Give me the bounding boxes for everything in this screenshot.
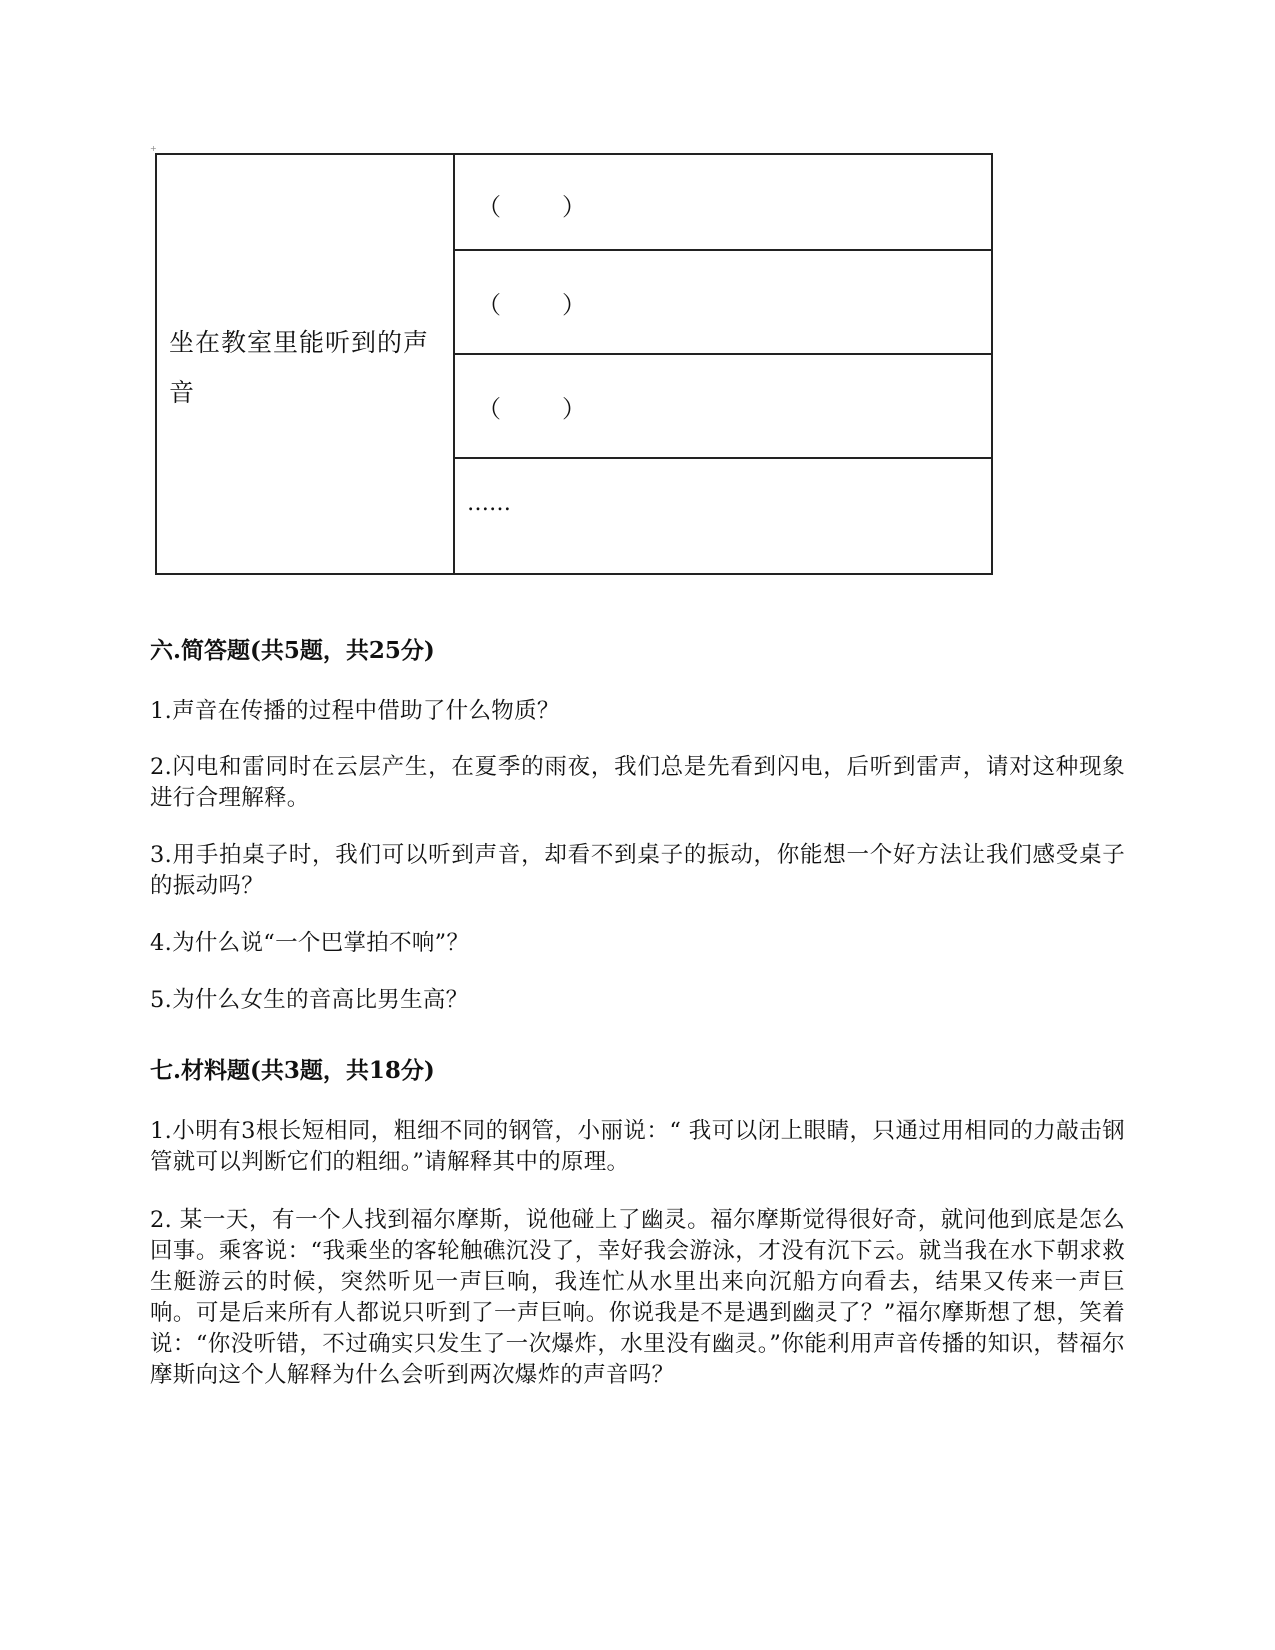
section-6-heading: 六.简答题(共5题，共25分)	[150, 637, 435, 664]
section-6-question-3: 3.用手拍桌子时，我们可以听到声音，却看不到桌子的振动，你能想一个好方法让我们感受桌子的振动吗？	[150, 842, 1125, 899]
answer-row-3[interactable]	[455, 355, 991, 459]
answer-row-2[interactable]	[455, 251, 991, 355]
answer-blank-3[interactable]: （ ）	[477, 395, 587, 423]
answer-row-more	[455, 459, 991, 573]
sound-table	[155, 153, 993, 575]
table-label: 坐在教室里能听到的声音	[169, 328, 430, 407]
section-6-question-5: 5.为什么女生的音高比男生高？	[150, 987, 469, 1013]
section-6-question-2: 2.闪电和雷同时在云层产生，在夏季的雨夜，我们总是先看到闪电，后听到雷声，请对这种现象进行合理解释。	[150, 754, 1125, 811]
answer-blank-2[interactable]: （ ）	[477, 291, 587, 319]
table-anchor-mark: +	[150, 144, 157, 153]
section-7-heading: 七.材料题(共3题，共18分)	[150, 1057, 435, 1084]
answer-blank-1[interactable]: （ ）	[477, 193, 587, 221]
table-label-cell	[157, 155, 455, 573]
section-6-question-1: 1.声音在传播的过程中借助了什么物质？	[150, 698, 560, 724]
section-6-question-4: 4.为什么说“一个巴掌拍不响”？	[150, 930, 470, 956]
section-7-question-1: 1.小明有3根长短相同，粗细不同的钢管，小丽说：“ 我可以闭上眼睛，只通过用相同的力敲击钢管就可以判断它们的粗细。”请解释其中的原理。	[150, 1118, 1125, 1175]
answer-row-1[interactable]	[455, 155, 991, 251]
section-7-question-2: 2. 某一天，有一个人找到福尔摩斯，说他碰上了幽灵。福尔摩斯觉得很好奇，就问他到底是怎么回事。乘客说：“我乘坐的客轮触礁沉没了，幸好我会游泳，才没有沉下云。就当我在水下朝求救生艇游云的时候，突然听见一声巨响，我连忙从水里出来向沉船方向看去，结果又传来一声巨响。可是后来所有人都说只听到了一声巨响。你说我是不是遇到幽灵了？”福尔摩斯想了想，笑着说：“你没听错，不过确实只发生了一次爆炸，水里没有幽灵。”你能利用声音传播的知识，替福尔摩斯向这个人解释为什么会听到两次爆炸的声音吗？	[150, 1207, 1125, 1388]
answer-ellipsis: ……	[467, 491, 511, 516]
